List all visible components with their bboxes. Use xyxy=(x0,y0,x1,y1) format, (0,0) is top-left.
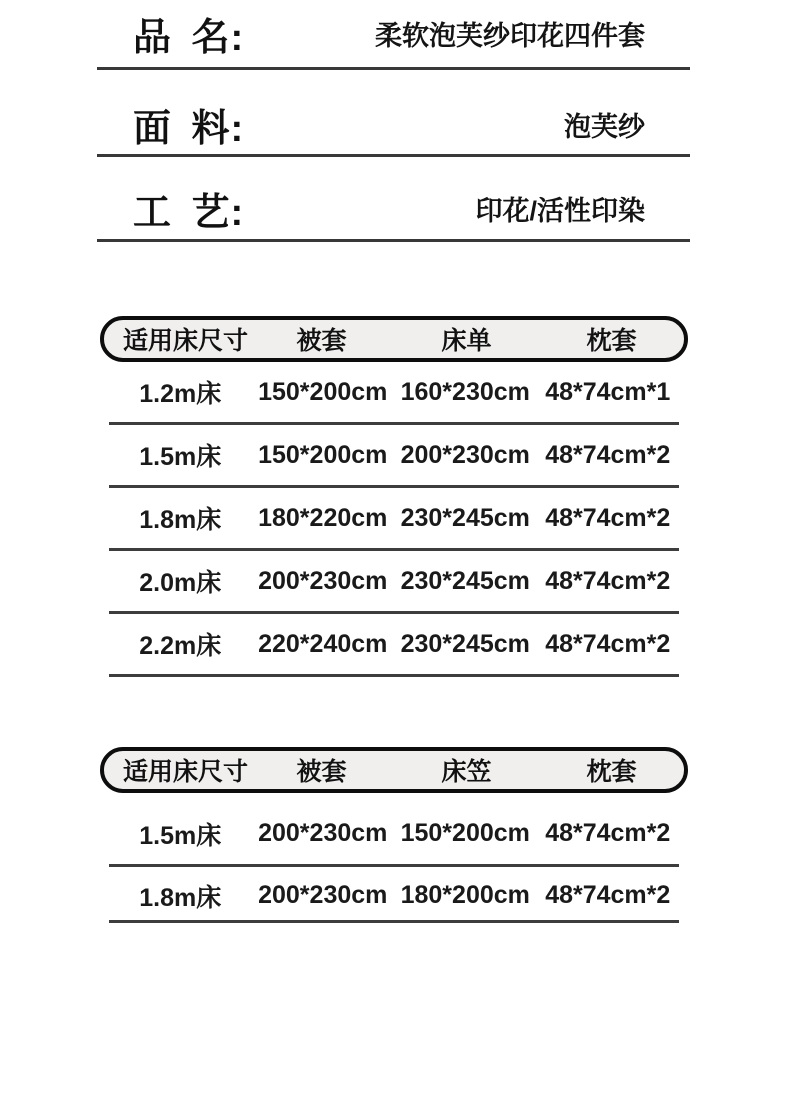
size-table-flat-sheet-set xyxy=(100,316,688,677)
table-cell: 180*200cm xyxy=(400,881,530,909)
size-table-2-header xyxy=(100,747,688,793)
table-row xyxy=(109,793,679,867)
column-header-fitted-sheet: 床笠 xyxy=(441,758,492,786)
table-cell: 48*74cm*2 xyxy=(545,503,671,532)
size-table-1-body xyxy=(109,362,679,677)
product-spec-list xyxy=(97,0,690,242)
table-cell: 150*200cm xyxy=(258,377,388,406)
table-cell: 1.8m床 xyxy=(139,883,222,912)
table-cell: 230*245cm xyxy=(400,629,530,658)
table-cell: 230*245cm xyxy=(400,566,530,595)
table-row xyxy=(109,867,679,923)
table-row xyxy=(109,614,679,677)
column-header-bed-size: 适用床尺寸 xyxy=(122,327,248,355)
table-cell: 1.5m床 xyxy=(139,821,222,850)
spec-label-product-name: 品 名: xyxy=(133,17,245,59)
table-row xyxy=(109,551,679,614)
table-cell: 48*74cm*1 xyxy=(545,377,671,406)
size-table-1-header xyxy=(100,316,688,362)
table-row xyxy=(109,488,679,551)
table-cell: 1.8m床 xyxy=(139,506,222,534)
table-row xyxy=(109,362,679,425)
table-cell: 150*200cm xyxy=(258,440,388,469)
table-cell: 48*74cm*2 xyxy=(545,566,671,595)
spec-row-product-name xyxy=(97,0,690,70)
size-table-2-body xyxy=(109,793,679,923)
spec-value-craft: 印花/活性印染 xyxy=(475,195,645,226)
table-cell: 230*245cm xyxy=(400,503,530,532)
column-header-duvet-cover: 被套 xyxy=(296,758,347,786)
column-header-pillowcase: 枕套 xyxy=(586,327,637,355)
column-header-bed-size: 适用床尺寸 xyxy=(122,758,248,786)
column-header-duvet-cover: 被套 xyxy=(296,327,347,355)
table-cell: 1.5m床 xyxy=(139,443,222,471)
column-header-pillowcase: 枕套 xyxy=(586,758,637,786)
table-cell: 200*230cm xyxy=(258,819,388,847)
table-cell: 48*74cm*2 xyxy=(545,881,671,909)
table-cell: 200*230cm xyxy=(258,881,388,909)
table-cell: 2.2m床 xyxy=(139,632,222,660)
spec-value-product-name: 柔软泡芙纱印花四件套 xyxy=(375,21,645,51)
table-cell: 48*74cm*2 xyxy=(545,819,671,847)
size-table-fitted-sheet-set xyxy=(100,747,688,923)
table-cell: 200*230cm xyxy=(258,566,388,595)
column-header-flat-sheet: 床单 xyxy=(441,327,492,355)
table-cell: 200*230cm xyxy=(400,440,530,469)
table-cell: 160*230cm xyxy=(400,377,530,406)
table-cell: 2.0m床 xyxy=(139,569,222,597)
table-cell: 48*74cm*2 xyxy=(545,440,671,469)
table-cell: 48*74cm*2 xyxy=(545,629,671,658)
spec-label-fabric: 面 料: xyxy=(133,107,245,150)
spec-row-fabric xyxy=(97,70,690,157)
table-cell: 220*240cm xyxy=(258,629,388,658)
spec-row-craft xyxy=(97,157,690,242)
table-cell: 180*220cm xyxy=(258,503,388,532)
spec-label-craft: 工 艺: xyxy=(133,191,245,234)
table-cell: 150*200cm xyxy=(400,819,530,847)
spec-value-fabric: 泡芙纱 xyxy=(564,111,645,142)
table-row xyxy=(109,425,679,488)
table-cell: 1.2m床 xyxy=(139,380,222,408)
